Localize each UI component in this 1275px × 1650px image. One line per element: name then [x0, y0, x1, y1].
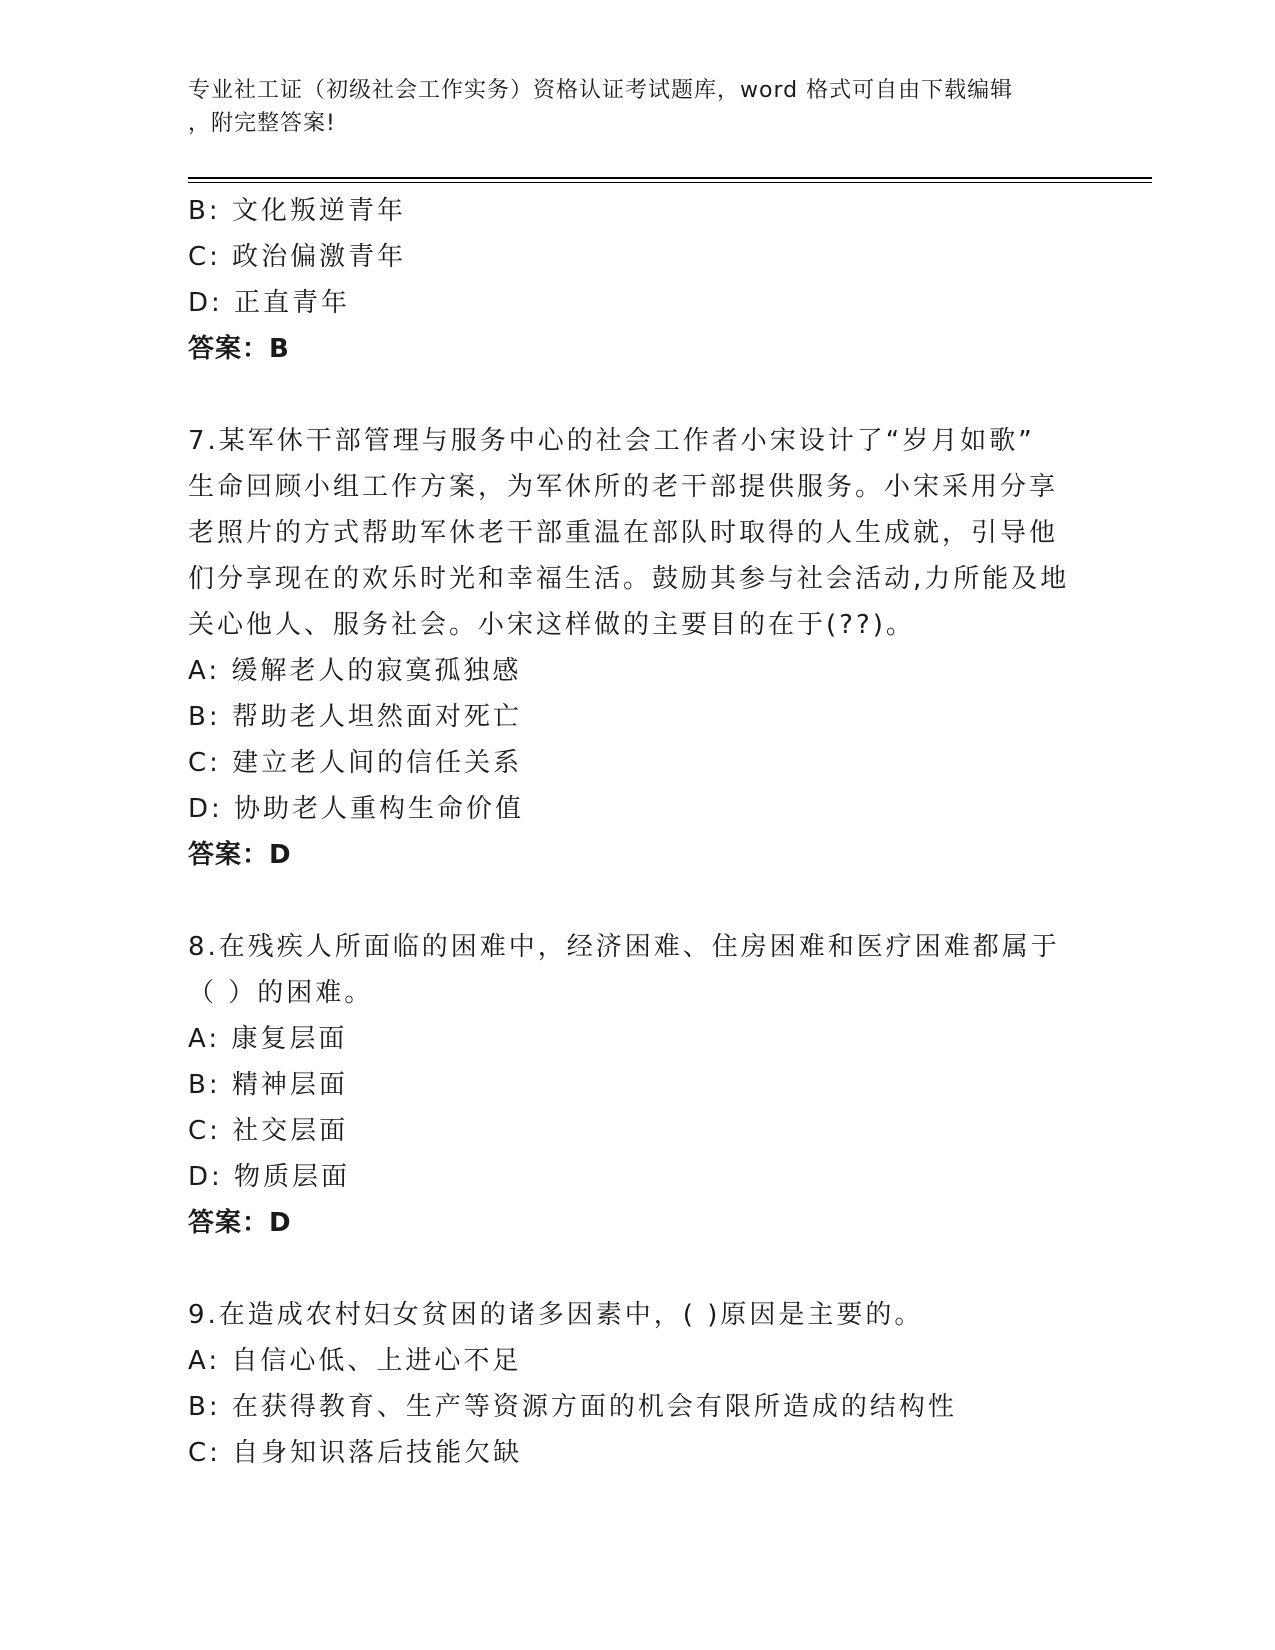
question-text-line: 老照片的方式帮助军休老干部重温在部队时取得的人生成就，引导他 — [188, 518, 1059, 548]
option-c: C: 建立老人间的信任关系 — [188, 748, 523, 778]
question-list — [188, 188, 1088, 1476]
question-text-line: 9.在造成农村妇女贫困的诸多因素中，( )原因是主要的。 — [188, 1300, 924, 1330]
question-6-continued — [188, 188, 1088, 372]
header-line-2: ，附完整答案! — [188, 111, 336, 136]
question-8 — [188, 924, 1088, 1246]
option-d: D: 正直青年 — [188, 288, 351, 318]
question-text-line: 7.某军休干部管理与服务中心的社会工作者小宋设计了“岁月如歌” — [188, 426, 1035, 456]
option-b: B: 在获得教育、生产等资源方面的机会有限所造成的结构性 — [188, 1392, 957, 1422]
header-divider-bottom — [188, 182, 1152, 183]
question-text-line: 关心他人、服务社会。小宋这样做的主要目的在于(??)。 — [188, 610, 915, 640]
spacer — [188, 878, 1088, 924]
option-d: D: 物质层面 — [188, 1162, 351, 1192]
option-b: B: 文化叛逆青年 — [188, 196, 406, 226]
page-header — [188, 74, 1088, 140]
question-text-line: 8.在残疾人所面临的困难中，经济困难、住房困难和医疗困难都属于 — [188, 932, 1060, 962]
question-7 — [188, 418, 1088, 878]
header-line-1: 专业社工证（初级社会工作实务）资格认证考试题库，word 格式可自由下载编辑 — [188, 78, 1014, 103]
option-a: A: 自信心低、上进心不足 — [188, 1346, 522, 1376]
option-b: B: 精神层面 — [188, 1070, 348, 1100]
answer-label: 答案：D — [188, 1208, 292, 1238]
option-c: C: 自身知识落后技能欠缺 — [188, 1438, 523, 1468]
question-text-line: 生命回顾小组工作方案，为军休所的老干部提供服务。小宋采用分享 — [188, 472, 1059, 502]
spacer — [188, 372, 1088, 418]
question-9 — [188, 1292, 1088, 1476]
option-c: C: 政治偏激青年 — [188, 242, 407, 272]
option-b: B: 帮助老人坦然面对死亡 — [188, 702, 522, 732]
spacer — [188, 1246, 1088, 1292]
question-text-line: （ ）的困难。 — [188, 978, 374, 1008]
question-text-line: 们分享现在的欢乐时光和幸福生活。鼓励其参与社会活动,力所能及地 — [188, 564, 1070, 594]
answer-label: 答案：B — [188, 334, 290, 364]
option-c: C: 社交层面 — [188, 1116, 349, 1146]
header-divider-top — [188, 177, 1152, 179]
option-d: D: 协助老人重构生命价值 — [188, 794, 525, 824]
option-a: A: 康复层面 — [188, 1024, 348, 1054]
option-a: A: 缓解老人的寂寞孤独感 — [188, 656, 522, 686]
answer-label: 答案：D — [188, 840, 292, 870]
